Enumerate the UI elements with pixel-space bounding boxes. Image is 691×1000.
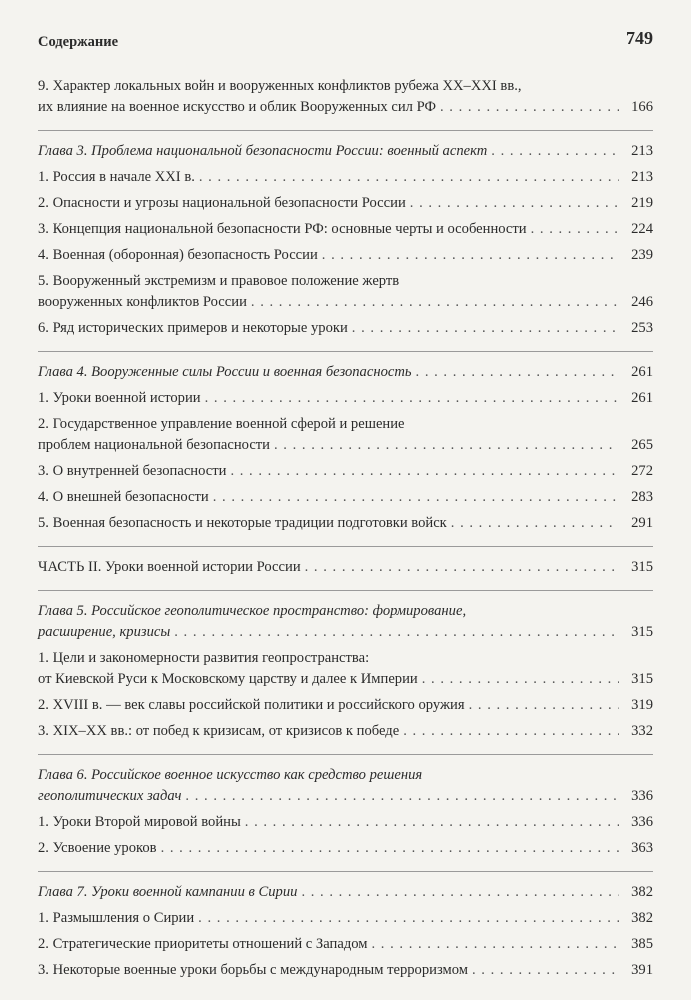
toc-entry bbox=[38, 271, 653, 313]
toc-entry-page: 363 bbox=[631, 840, 653, 856]
leader-dots bbox=[185, 786, 619, 807]
divider bbox=[38, 351, 653, 352]
toc-entry-page: 246 bbox=[631, 294, 653, 310]
toc-entry-title: 3. Некоторые военные уроки борьбы с международным терроризмом bbox=[38, 962, 468, 978]
toc-entry-page: 382 bbox=[631, 910, 653, 926]
toc-chapter bbox=[38, 601, 653, 643]
toc-entry bbox=[38, 219, 653, 240]
toc-entry-page: 291 bbox=[631, 515, 653, 531]
divider bbox=[38, 590, 653, 591]
leader-dots bbox=[301, 882, 619, 903]
toc-entry-title: 3. XIX–XX вв.: от побед к кризисам, от кризисов к победе bbox=[38, 723, 400, 739]
toc-entry-title-line2: проблем национальной безопасности bbox=[38, 437, 270, 453]
toc-entry-title: 3. О внутренней безопасности bbox=[38, 463, 227, 479]
toc-entry bbox=[38, 960, 653, 981]
toc-entry bbox=[38, 648, 653, 690]
toc-entry-page: 166 bbox=[631, 99, 653, 115]
divider bbox=[38, 871, 653, 872]
toc-entry bbox=[38, 908, 653, 929]
running-title: Содержание bbox=[38, 34, 119, 50]
divider bbox=[38, 130, 653, 131]
toc-entry-title-line1: 5. Вооруженный экстремизм и правовое положение жертв bbox=[38, 273, 400, 289]
leader-dots bbox=[403, 721, 619, 742]
toc-entry-page: 219 bbox=[631, 195, 653, 211]
toc-chapter-title-line2: расширение, кризисы bbox=[38, 624, 171, 640]
leader-dots bbox=[491, 141, 619, 162]
toc-entry-page: 261 bbox=[631, 390, 653, 406]
toc-entry-page: 283 bbox=[631, 489, 653, 505]
divider bbox=[38, 546, 653, 547]
leader-dots bbox=[410, 193, 619, 214]
leader-dots bbox=[205, 388, 619, 409]
toc-chapter-title: Глава 4. Вооруженные силы России и военная безопасность bbox=[38, 364, 412, 380]
toc-entry bbox=[38, 838, 653, 859]
toc-entry bbox=[38, 487, 653, 508]
toc-entry bbox=[38, 695, 653, 716]
toc-entry-title: 6. Ряд исторических примеров и некоторые уроки bbox=[38, 320, 348, 336]
leader-dots bbox=[422, 669, 619, 690]
leader-dots bbox=[213, 487, 619, 508]
toc-chapter bbox=[38, 882, 653, 903]
toc-entry-title: 1. Уроки Второй мировой войны bbox=[38, 814, 241, 830]
leader-dots bbox=[440, 97, 619, 118]
divider bbox=[38, 754, 653, 755]
leader-dots bbox=[352, 318, 619, 339]
toc-entry-page: 332 bbox=[631, 723, 653, 739]
toc-entry-page: 253 bbox=[631, 320, 653, 336]
toc-entry-page: 319 bbox=[631, 697, 653, 713]
toc-entry bbox=[38, 414, 653, 456]
toc-chapter bbox=[38, 362, 653, 383]
leader-dots bbox=[245, 812, 619, 833]
leader-dots bbox=[161, 838, 619, 859]
toc-entry bbox=[38, 167, 653, 188]
leader-dots bbox=[199, 167, 619, 188]
leader-dots bbox=[472, 960, 619, 981]
leader-dots bbox=[174, 622, 619, 643]
leader-dots bbox=[451, 513, 619, 534]
leader-dots bbox=[372, 934, 620, 955]
toc-entry-page: 213 bbox=[631, 169, 653, 185]
leader-dots bbox=[322, 245, 619, 266]
table-of-contents bbox=[38, 76, 653, 981]
toc-chapter-title-line1: Глава 5. Российское геополитическое пространство: формирование, bbox=[38, 603, 467, 619]
leader-dots bbox=[251, 292, 619, 313]
toc-chapter-title: Глава 7. Уроки военной кампании в Сирии bbox=[38, 884, 298, 900]
page-header bbox=[38, 28, 653, 52]
leader-dots bbox=[531, 219, 619, 240]
leader-dots bbox=[198, 908, 619, 929]
toc-entry-page: 385 bbox=[631, 936, 653, 952]
toc-entry-title-line1: 2. Государственное управление военной сферой и решение bbox=[38, 416, 405, 432]
leader-dots bbox=[469, 695, 619, 716]
leader-dots bbox=[416, 362, 619, 383]
toc-entry-page: 382 bbox=[631, 884, 653, 900]
toc-entry-title: 5. Военная безопасность и некоторые традиции подготовки войск bbox=[38, 515, 447, 531]
toc-entry-page: 265 bbox=[631, 437, 653, 453]
toc-chapter bbox=[38, 141, 653, 162]
toc-chapter bbox=[38, 765, 653, 807]
toc-entry bbox=[38, 388, 653, 409]
page-number: 749 bbox=[626, 28, 653, 48]
toc-entry-title: 4. О внешней безопасности bbox=[38, 489, 209, 505]
toc-entry-page: 315 bbox=[631, 671, 653, 687]
toc-part bbox=[38, 557, 653, 578]
toc-entry-page: 391 bbox=[631, 962, 653, 978]
toc-entry-title-line1: 9. Характер локальных войн и вооруженных конфликтов рубежа XX–XXI вв., bbox=[38, 78, 522, 94]
toc-entry bbox=[38, 812, 653, 833]
toc-entry bbox=[38, 318, 653, 339]
toc-entry-page: 315 bbox=[631, 559, 653, 575]
toc-entry-page: 213 bbox=[631, 143, 653, 159]
toc-entry-title: 1. Уроки военной истории bbox=[38, 390, 201, 406]
toc-entry bbox=[38, 721, 653, 742]
toc-entry-title: 3. Концепция национальной безопасности РФ: основные черты и особенности bbox=[38, 221, 527, 237]
toc-entry-title: 4. Военная (оборонная) безопасность России bbox=[38, 247, 318, 263]
toc-entry-page: 336 bbox=[631, 788, 653, 804]
toc-entry-title: 2. Опасности и угрозы национальной безопасности России bbox=[38, 195, 406, 211]
toc-chapter-title-line2: геополитических задач bbox=[38, 788, 182, 804]
toc-entry bbox=[38, 513, 653, 534]
toc-entry-title: 2. Усвоение уроков bbox=[38, 840, 157, 856]
toc-part-title: ЧАСТЬ II. Уроки военной истории России bbox=[38, 559, 301, 575]
toc-entry-page: 224 bbox=[631, 221, 653, 237]
toc-entry-title: 2. Стратегические приоритеты отношений с Западом bbox=[38, 936, 368, 952]
toc-entry-title-line2: их влияние на военное искусство и облик Вооруженных сил РФ bbox=[38, 99, 436, 115]
toc-entry bbox=[38, 934, 653, 955]
toc-entry bbox=[38, 76, 653, 118]
toc-entry bbox=[38, 461, 653, 482]
toc-entry-title-line1: 1. Цели и закономерности развития геопространства: bbox=[38, 650, 370, 666]
toc-entry bbox=[38, 245, 653, 266]
toc-entry-page: 239 bbox=[631, 247, 653, 263]
toc-entry-page: 315 bbox=[631, 624, 653, 640]
toc-entry-title: 1. Россия в начале XXI в. bbox=[38, 169, 195, 185]
toc-entry-page: 272 bbox=[631, 463, 653, 479]
toc-chapter-title: Глава 3. Проблема национальной безопасности России: военный аспект bbox=[38, 143, 488, 159]
toc-chapter-title-line1: Глава 6. Российское военное искусство как средство решения bbox=[38, 767, 423, 783]
toc-entry-title-line2: от Киевской Руси к Московскому царству и далее к Империи bbox=[38, 671, 418, 687]
toc-entry-title-line2: вооруженных конфликтов России bbox=[38, 294, 247, 310]
leader-dots bbox=[274, 435, 619, 456]
leader-dots bbox=[230, 461, 619, 482]
leader-dots bbox=[305, 557, 619, 578]
toc-entry bbox=[38, 193, 653, 214]
toc-entry-title: 2. XVIII в. — век славы российской политики и российского оружия bbox=[38, 697, 465, 713]
toc-entry-title: 1. Размышления о Сирии bbox=[38, 910, 195, 926]
toc-entry-page: 336 bbox=[631, 814, 653, 830]
toc-entry-page: 261 bbox=[631, 364, 653, 380]
